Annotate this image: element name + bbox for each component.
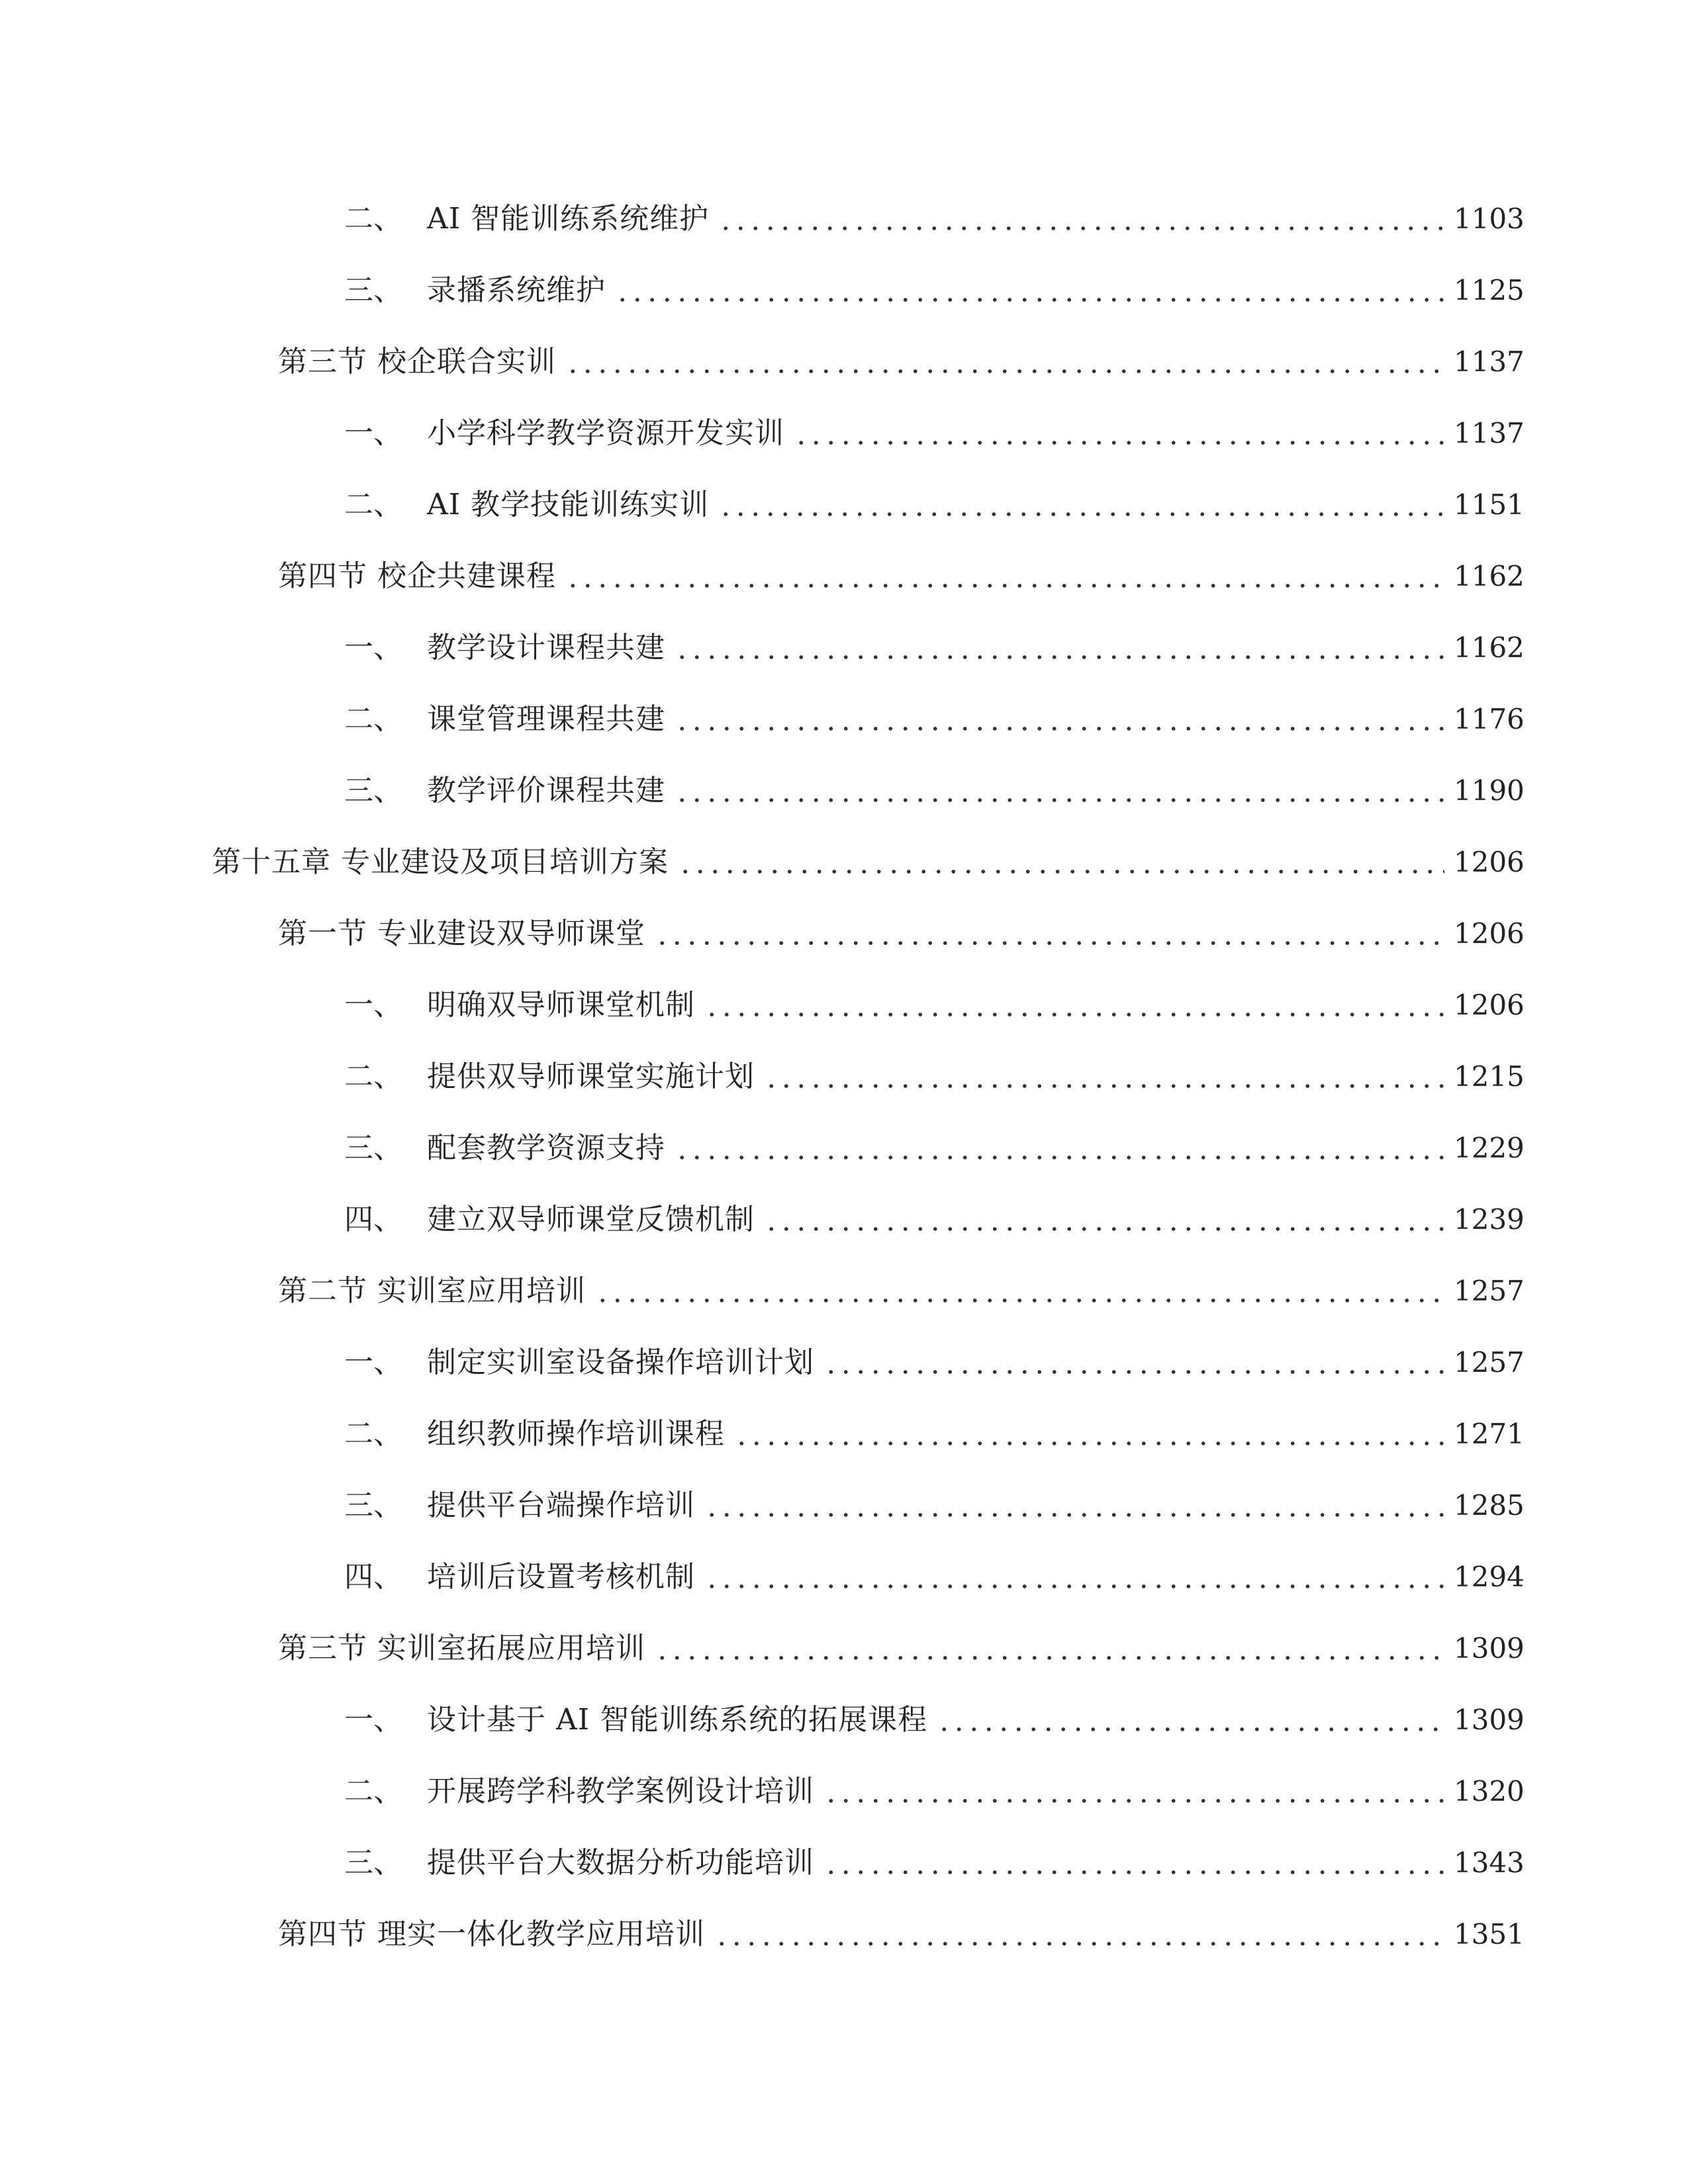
toc-entry-number: 二、 [344, 202, 402, 236]
toc-entry-number: 三、 [344, 1488, 402, 1522]
toc-dot-leader [764, 1084, 1444, 1088]
toc-entry-title: 开展跨学科教学案例设计培训 [427, 1774, 814, 1808]
toc-entry[interactable] [344, 764, 1523, 810]
toc-entry-title: 第一节 专业建设双导师课堂 [278, 917, 645, 950]
toc-page-number: 1162 [1454, 631, 1524, 664]
toc-entry[interactable] [344, 1764, 1523, 1811]
toc-page-number: 1351 [1454, 1918, 1524, 1950]
toc-entry[interactable] [344, 406, 1523, 453]
toc-entry[interactable] [344, 263, 1523, 310]
toc-page-number: 1137 [1454, 345, 1524, 378]
toc-dot-leader [675, 798, 1444, 802]
toc-page-number: 1137 [1454, 417, 1524, 449]
toc-entry[interactable] [344, 1550, 1523, 1596]
toc-page-number: 1257 [1454, 1346, 1524, 1379]
toc-entry-number: 三、 [344, 1131, 402, 1165]
toc-entry-number: 二、 [344, 1060, 402, 1093]
toc-page-number: 1229 [1454, 1132, 1524, 1164]
toc-dot-leader [655, 1656, 1444, 1660]
toc-entry-number: 四、 [344, 1560, 402, 1594]
toc-page-number: 1206 [1454, 846, 1524, 878]
toc-entry-number: 四、 [344, 1203, 402, 1236]
toc-dot-leader [678, 870, 1444, 874]
toc-entry[interactable] [344, 192, 1523, 238]
toc-entry-title: 制定实训室设备操作培训计划 [427, 1345, 814, 1379]
toc-page-number: 1125 [1454, 274, 1524, 306]
toc-dot-leader [595, 1298, 1444, 1302]
toc-entry-title: 培训后设置考核机制 [427, 1560, 695, 1594]
toc-entry-section[interactable] [278, 1621, 1523, 1668]
toc-entry[interactable] [344, 692, 1523, 739]
toc-entry-section[interactable] [278, 335, 1523, 381]
toc-page-number: 1309 [1454, 1704, 1524, 1736]
toc-page-number: 1320 [1454, 1775, 1524, 1807]
toc-entry-title: 教学设计课程共建 [427, 631, 665, 664]
toc-dot-leader [937, 1727, 1444, 1731]
toc-entry-title: 第三节 校企联合实训 [278, 345, 556, 379]
toc-entry[interactable] [344, 1836, 1523, 1882]
toc-entry[interactable] [344, 1407, 1523, 1453]
toc-page-number: 1294 [1454, 1561, 1524, 1593]
toc-page-number: 1343 [1454, 1846, 1524, 1879]
toc-dot-leader [675, 655, 1444, 659]
toc-entry[interactable] [344, 621, 1523, 667]
toc-entry-title: 第十五章 专业建设及项目培训方案 [212, 845, 669, 879]
toc-dot-leader [704, 1584, 1444, 1588]
toc-entry-number: 一、 [344, 1345, 402, 1379]
toc-dot-leader [794, 441, 1444, 445]
toc-dot-leader [615, 298, 1444, 302]
toc-dot-leader [823, 1799, 1444, 1803]
toc-page-number: 1257 [1454, 1275, 1524, 1307]
toc-entry-title: 明确双导师课堂机制 [427, 988, 695, 1022]
toc-entry-number: 二、 [344, 1417, 402, 1451]
toc-dot-leader [655, 941, 1444, 945]
toc-dot-leader [565, 584, 1444, 588]
toc-page-number: 1206 [1454, 989, 1524, 1021]
toc-dot-leader [565, 369, 1444, 373]
toc-entry-number: 三、 [344, 774, 402, 807]
toc-entry-title: AI 智能训练系统维护 [427, 202, 710, 236]
toc-page-number: 1151 [1454, 488, 1524, 521]
toc-entry-number: 三、 [344, 273, 402, 307]
toc-page-number: 1271 [1454, 1418, 1524, 1450]
toc-entry[interactable] [344, 1336, 1523, 1382]
toc-dot-leader [718, 512, 1444, 516]
toc-entry-title: 教学评价课程共建 [427, 774, 665, 807]
toc-entry-title: 课堂管理课程共建 [427, 702, 665, 736]
toc-entry-title: 第二节 实训室应用培训 [278, 1274, 586, 1308]
toc-page-number: 1190 [1454, 774, 1524, 807]
toc-entry-number: 一、 [344, 416, 402, 450]
toc-entry-title: 提供平台端操作培训 [427, 1488, 695, 1522]
toc-entry-title: 提供双导师课堂实施计划 [427, 1060, 755, 1093]
toc-entry-number: 二、 [344, 1774, 402, 1808]
toc-dot-leader [675, 1156, 1444, 1160]
toc-entry-chapter[interactable] [212, 835, 1523, 882]
toc-dot-leader [704, 1013, 1444, 1017]
toc-entry-section[interactable] [278, 1907, 1523, 1954]
toc-entry-section[interactable] [278, 1264, 1523, 1310]
toc-entry-number: 三、 [344, 1846, 402, 1880]
toc-entry-number: 二、 [344, 702, 402, 736]
toc-entry-number: 二、 [344, 488, 402, 522]
toc-dot-leader [823, 1370, 1444, 1374]
toc-page-number: 1215 [1454, 1060, 1524, 1093]
toc-entry-title: 第四节 校企共建课程 [278, 559, 556, 593]
toc-entry[interactable] [344, 1693, 1523, 1739]
toc-entry-section[interactable] [278, 907, 1523, 953]
toc-dot-leader [734, 1441, 1444, 1445]
toc-page-number: 1176 [1454, 703, 1524, 735]
toc-entry-title: 录播系统维护 [427, 273, 606, 307]
toc-entry-title: 提供平台大数据分析功能培训 [427, 1846, 814, 1880]
toc-entry-number: 一、 [344, 988, 402, 1022]
toc-entry-title: 设计基于 AI 智能训练系统的拓展课程 [427, 1703, 928, 1737]
toc-entry-section[interactable] [278, 549, 1523, 596]
toc-dot-leader [675, 727, 1444, 731]
toc-entry[interactable] [344, 1479, 1523, 1525]
toc-dot-leader [714, 1942, 1444, 1946]
toc-entry[interactable] [344, 1193, 1523, 1239]
toc-dot-leader [823, 1870, 1444, 1874]
toc-entry[interactable] [344, 1050, 1523, 1096]
toc-page-number: 1103 [1454, 203, 1524, 235]
toc-entry-title: 建立双导师课堂反馈机制 [427, 1203, 755, 1236]
toc-entry-title: 配套教学资源支持 [427, 1131, 665, 1165]
toc-entry[interactable] [344, 1121, 1523, 1167]
toc-entry-title: 第三节 实训室拓展应用培训 [278, 1631, 645, 1665]
toc-dot-leader [764, 1227, 1444, 1231]
toc-page-number: 1239 [1454, 1203, 1524, 1236]
toc-page-number: 1162 [1454, 560, 1524, 592]
toc-page-number: 1309 [1454, 1632, 1524, 1664]
toc-entry-title: 第四节 理实一体化教学应用培训 [278, 1917, 705, 1951]
toc-entry-title: 组织教师操作培训课程 [427, 1417, 725, 1451]
toc-page-number: 1285 [1454, 1489, 1524, 1522]
toc-entry-number: 一、 [344, 631, 402, 664]
toc-page-number: 1206 [1454, 917, 1524, 950]
toc-entry-number: 一、 [344, 1703, 402, 1737]
toc-entry[interactable] [344, 978, 1523, 1024]
toc-dot-leader [704, 1513, 1444, 1517]
toc-entry[interactable] [344, 478, 1523, 524]
toc-entry-title: 小学科学教学资源开发实训 [427, 416, 784, 450]
toc-dot-leader [718, 226, 1444, 230]
toc-entry-title: AI 教学技能训练实训 [427, 488, 710, 522]
